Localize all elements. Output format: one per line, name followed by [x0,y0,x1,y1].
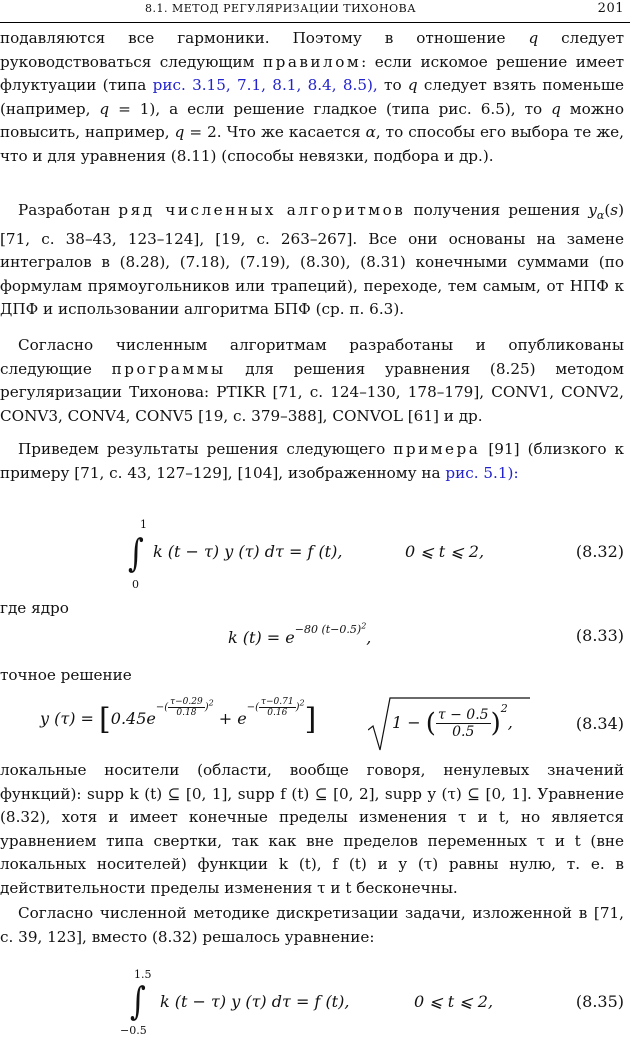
lower-limit: −0.5 [120,1024,147,1037]
integral-sign: ∫ [127,531,144,575]
paragraph-1: подавляются все гармоники. Поэтому в отношение q следует руководствоваться следующим правилом: если искомое решение имеет флуктуации (типа рис. 3.15, 7.1, 8.1, 8.4, 8.5), то q следует взять поменьше (например, q = 1), а если решение гладкое (типа рис. 6.5), то q можно повысить, например, q = 2. Что же касается α, то способы его выбора те же, что и для уравнения (8.11) (способы невязки, подбора и др.). [0,29,625,165]
paragraph-5: локальные носители (области, вообще говоря, ненулевых значений функций): supp k (t) ⊆ [0, 1], supp f (t) ⊆ [0, 2], supp y (τ) ⊆ [0, 1]. Уравнение (8.32), хотя и имеет конечные пределы изменения τ и t, но является уравнением типа свертки, так как вне пределов переменных τ и t (вне локальных носителей) функции k (t), f (t) и y (τ) равны нулю, т. е. в действительности пределы изменения τ и t бесконечны. [0,761,624,897]
running-title: 8.1. МЕТОД РЕГУЛЯРИЗАЦИИ ТИХОНОВА [145,2,417,15]
figure-link[interactable]: рис. 5.1): [445,463,519,482]
paragraph-2: Разработан ряд численных алгоритмов получения решения $y_\alpha(s)$ [71, с. 38–43, 123–124], [19, с. 263–267]. Все они основаны на замене интегралов в (8.28), (7.18), (7.19), (8.30), (8.31) конечными суммами (по формулам прямоугольников или трапеций), переходе, тем самым, от НПФ к ДПФ и использовании алгоритма БПФ (ср. п. 6.3). [0,201,624,319]
paragraph-6: Согласно численной методике дискретизации задачи, изложенной в [71, с. 39, 123], вместо (8.32) решалось уравнение: [0,904,624,946]
sqrt-body: 1 − ( $\frac{\tau - 0.5}{0.5}$ )$^2$, [392,701,513,740]
equation-body: k (t − τ) y (τ) dτ = f (t), [160,992,350,1011]
equation-body: k (t − τ) y (τ) dτ = f (t), [153,542,343,561]
integral-sign: ∫ [129,979,146,1023]
paragraph-4: Приведем результаты решения следующего примера [91] (близкого к примеру [71, с. 43, 127–129], [104], изображенному на рис. 5.1): [0,440,625,482]
equation-condition: 0 ⩽ t ⩽ 2, [414,992,494,1011]
kernel-intro: где ядро [0,599,69,617]
equation-condition: 0 ⩽ t ⩽ 2, [405,542,485,561]
figure-link[interactable]: рис. 3.15, 7.1, 8.1, 8.4, 8.5), [152,76,378,95]
paragraph-3: Согласно численным алгоритмам разработаны и опубликованы следующие программы для решения уравнения (8.25) методом регуляризации Тихонова: PTIKR [71, с. 124–130, 178–179], CONV1, CONV2, CONV3, CONV4, CONV5 [19, с. 379–388], CONVOL [61] и др. [0,336,624,425]
page-number: 201 [597,1,624,16]
page-header [0,0,630,23]
equation-body: k $(t) = e^{-80 (t-0.5)^2}$, [228,621,372,647]
upper-limit: 1 [140,518,147,531]
equation-8-32 [0,518,630,598]
lower-limit: 0 [132,578,139,591]
upper-limit: 1.5 [134,968,152,981]
equation-8-35 [0,968,630,1041]
equation-number: (8.34) [575,714,624,733]
equation-8-34 [0,694,630,758]
equation-8-33 [0,620,630,656]
equation-number: (8.32) [575,542,624,561]
equation-number: (8.33) [575,626,624,645]
equation-number: (8.35) [575,992,624,1011]
exact-intro: точное решение [0,666,132,684]
equation-body: y $(\tau) = [0.45e^{-( \frac{\tau-0.29}{0.18} )^2} + e^{-( \frac{\tau-0.71}{0.16} )^2}]$ [40,696,317,737]
